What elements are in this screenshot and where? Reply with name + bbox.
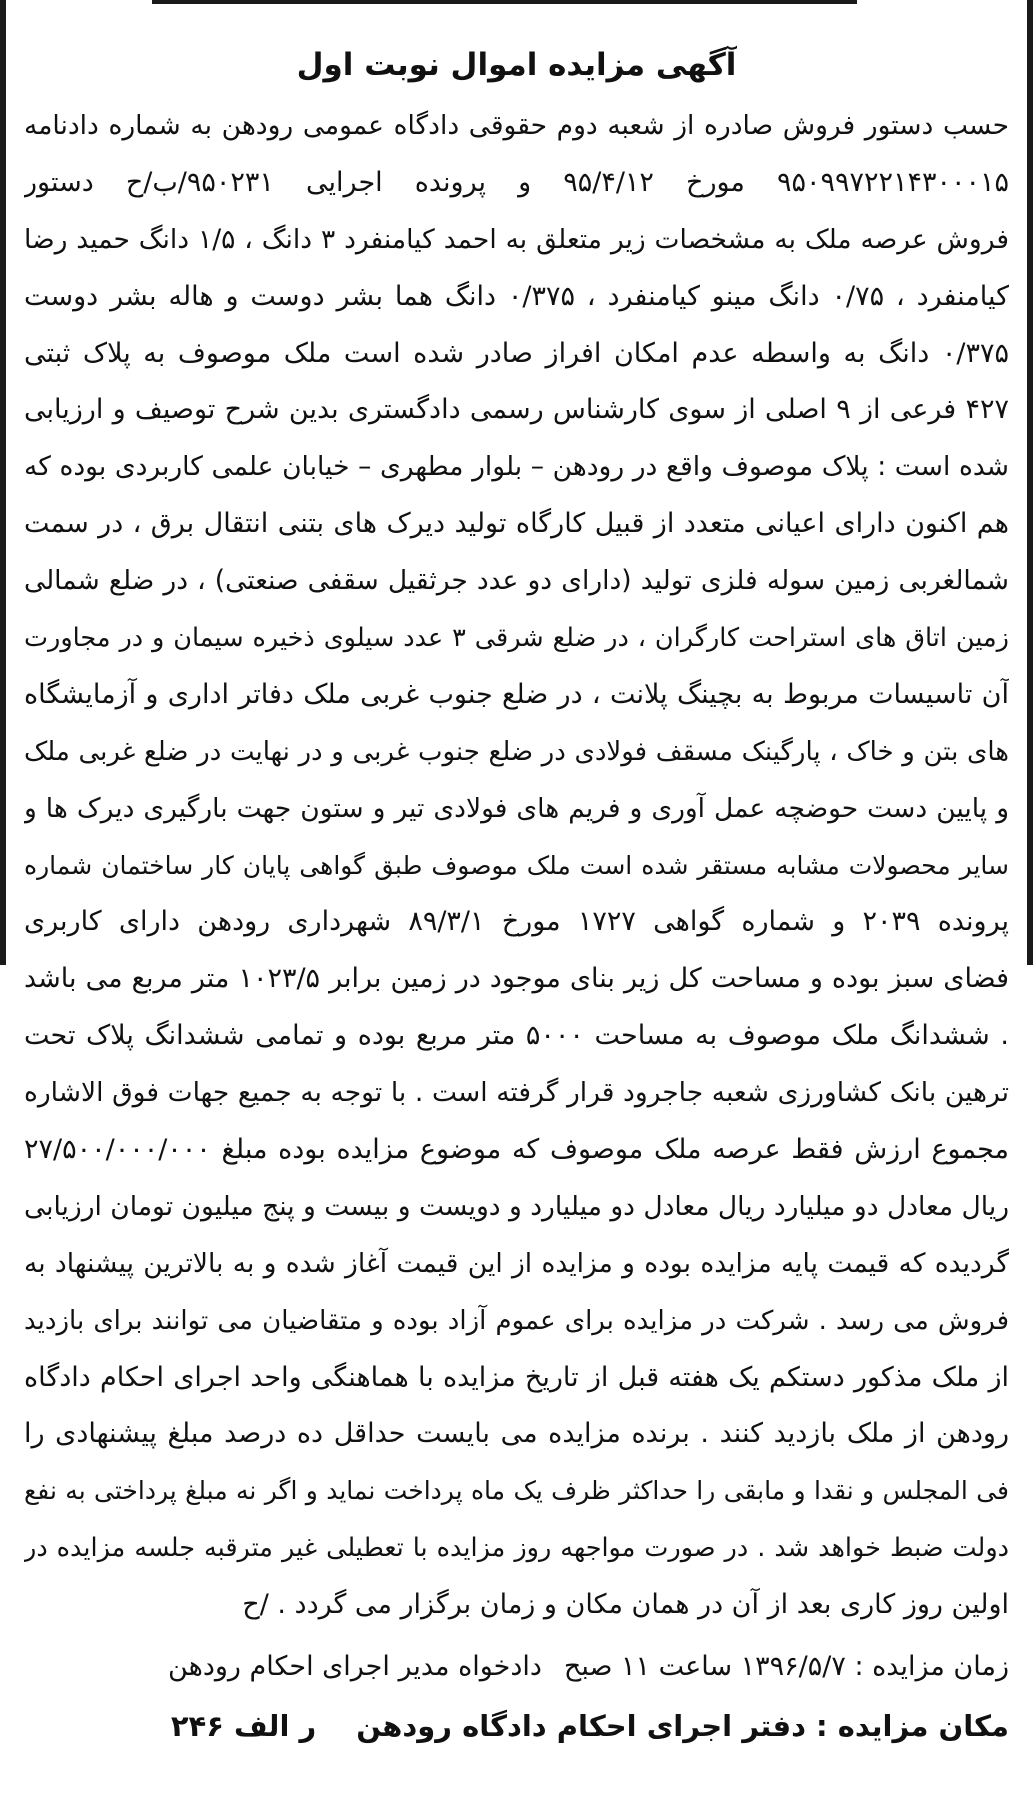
body-line: های بتن و خاک ، پارگینک مسقف فولادی در ضلع جنوب غربی و در نهایت در ضلع غربی ملک <box>24 736 1009 767</box>
body-line: فضای سبز بوده و مساحت کل زیر بنای موجود در زمین برابر ۱۰۲۳/۵ متر مربع می باشد <box>24 963 1009 995</box>
auction-time-line <box>24 1644 1009 1690</box>
body-line: ترهین بانک کشاورزی شعبه جاجرود قرار گرفته است . با توجه به جمیع جهات فوق الاشاره <box>24 1077 1009 1109</box>
body-line: حسب دستور فروش صادره از شعبه دوم حقوقی دادگاه عمومی رودهن به شماره دادنامه <box>24 110 1009 141</box>
body-line: و پایین دست حوضچه عمل آوری و فریم های فولادی تیر و ستون جهت بارگیری دیرک ها و <box>24 792 1009 824</box>
right-border-rule <box>1027 0 1033 965</box>
body-line: زمین اتاق های استراحت کارگران ، در ضلع شرقی ۳ عدد سیلوی ذخیره سیمان و در مجاورت <box>24 623 1009 654</box>
body-line: ۹۵۰۹۹۷۲۲۱۴۳۰۰۰۱۵ مورخ ۹۵/۴/۱۲ و پرونده اجرایی ۹۵۰۲۳۱/ب/ح دستور <box>24 166 1009 198</box>
body-line: از ملک مذکور دستکم یک هفته قبل از تاریخ مزایده با هماهنگی واحد اجرای احکام دادگاه <box>24 1361 1009 1393</box>
body-line: شده است : پلاک موصوف واقع در رودهن – بلوار مطهری – خیابان علمی کاربردی بوده که <box>24 451 1009 483</box>
body-line: رودهن از ملک بازدید کنند . برنده مزایده می بایست حداقل ده درصد مبلغ پیشنهادی را <box>24 1418 1009 1450</box>
notice-body <box>24 98 1009 1634</box>
left-border-rule <box>0 0 6 965</box>
body-line: سایر محصولات مشابه مستقر شده است ملک موصوف طبق گواهی پایان کار ساختمان شماره <box>24 850 1009 880</box>
body-line: آن تاسیسات مربوط به بچینگ پلانت ، در ضلع جنوب غربی ملک دفاتر اداری و آزمایشگاه <box>24 678 1009 710</box>
body-line: پرونده ۲۰۳۹ و شماره گواهی ۱۷۲۷ مورخ ۸۹/۳/۱ شهرداری رودهن دارای کاربری <box>24 906 1009 938</box>
body-line: فروش می رسد . شرکت در مزایده برای عموم آزاد بوده و متقاضیان می توانند برای بازدید <box>24 1305 1009 1336</box>
body-line: ۰/۳۷۵ دانگ به واسطه عدم امکان افراز صادر شده است ملک موصوف به پلاک ثبتی <box>24 337 1009 369</box>
body-line: شمالغربی زمین سوله فلزی تولید (دارای دو عدد جرثقیل سقفی صنعتی) ، در ضلع شمالی <box>24 565 1009 597</box>
auction-time: زمان مزایده : ۱۳۹۶/۵/۷ ساعت ۱۱ صبح <box>563 1651 1009 1682</box>
body-line: فی المجلس و نقدا و مابقی را حداکثر ظرف یک ماه پرداخت نماید و اگر نه مبلغ پرداختی به نفع <box>24 1476 1009 1506</box>
auction-place-line <box>24 1702 1009 1750</box>
body-line: ۴۲۷ فرعی از ۹ اصلی از سوی کارشناس رسمی دادگستری بدین شرح توصیف و ارزیابی <box>24 394 1009 426</box>
auction-place: مکان مزایده : دفتر اجرای احکام دادگاه رودهن <box>356 1709 1009 1743</box>
body-line: . ششدانگ ملک موصوف به مساحت ۵۰۰۰ متر مربع بوده و تمامی ششدانگ پلاک تحت <box>24 1020 1009 1052</box>
signature: دادخواه مدیر اجرای احکام رودهن <box>168 1651 542 1682</box>
ad-code: ر الف ۲۴۶ <box>170 1709 317 1743</box>
body-line: مجموع ارزش فقط عرصه ملک موصوف که موضوع مزایده بوده مبلغ ۲۷/۵۰۰/۰۰۰/۰۰۰ <box>24 1134 1009 1166</box>
body-line-last: اولین روز کاری بعد از آن در همان مکان و زمان برگزار می گردد . /ح <box>242 1589 1009 1621</box>
body-line: دولت ضبط خواهد شد . در صورت مواجهه روز مزایده با تعطیلی غیر مترقبه جلسه مزایده در <box>24 1533 1009 1564</box>
body-line: ریال معادل دو میلیارد ریال معادل دو میلیارد و دویست و بیست و پنج میلیون تومان ارزیابی <box>24 1190 1009 1222</box>
body-line: گردیده که قیمت پایه مزایده بوده و مزایده از این قیمت آغاز شده و به بالاترین پیشنهاد به <box>24 1247 1009 1279</box>
body-line: فروش عرصه ملک به مشخصات زیر متعلق به احمد کیامنفرد ۳ دانگ ، ۱/۵ دانگ حمید رضا <box>24 223 1009 255</box>
notice-title: آگهی مزایده اموال نوبت اول <box>296 47 737 83</box>
body-line: هم اکنون دارای اعیانی متعدد از قبیل کارگاه تولید دیرک های بتنی انتقال برق ، در سمت <box>24 508 1009 540</box>
body-line: کیامنفرد ، ۰/۷۵ دانگ مینو کیامنفرد ، ۰/۳۷۵ دانگ هما بشر دوست و هاله بشر دوست <box>24 280 1009 312</box>
top-border-rule <box>152 0 857 4</box>
